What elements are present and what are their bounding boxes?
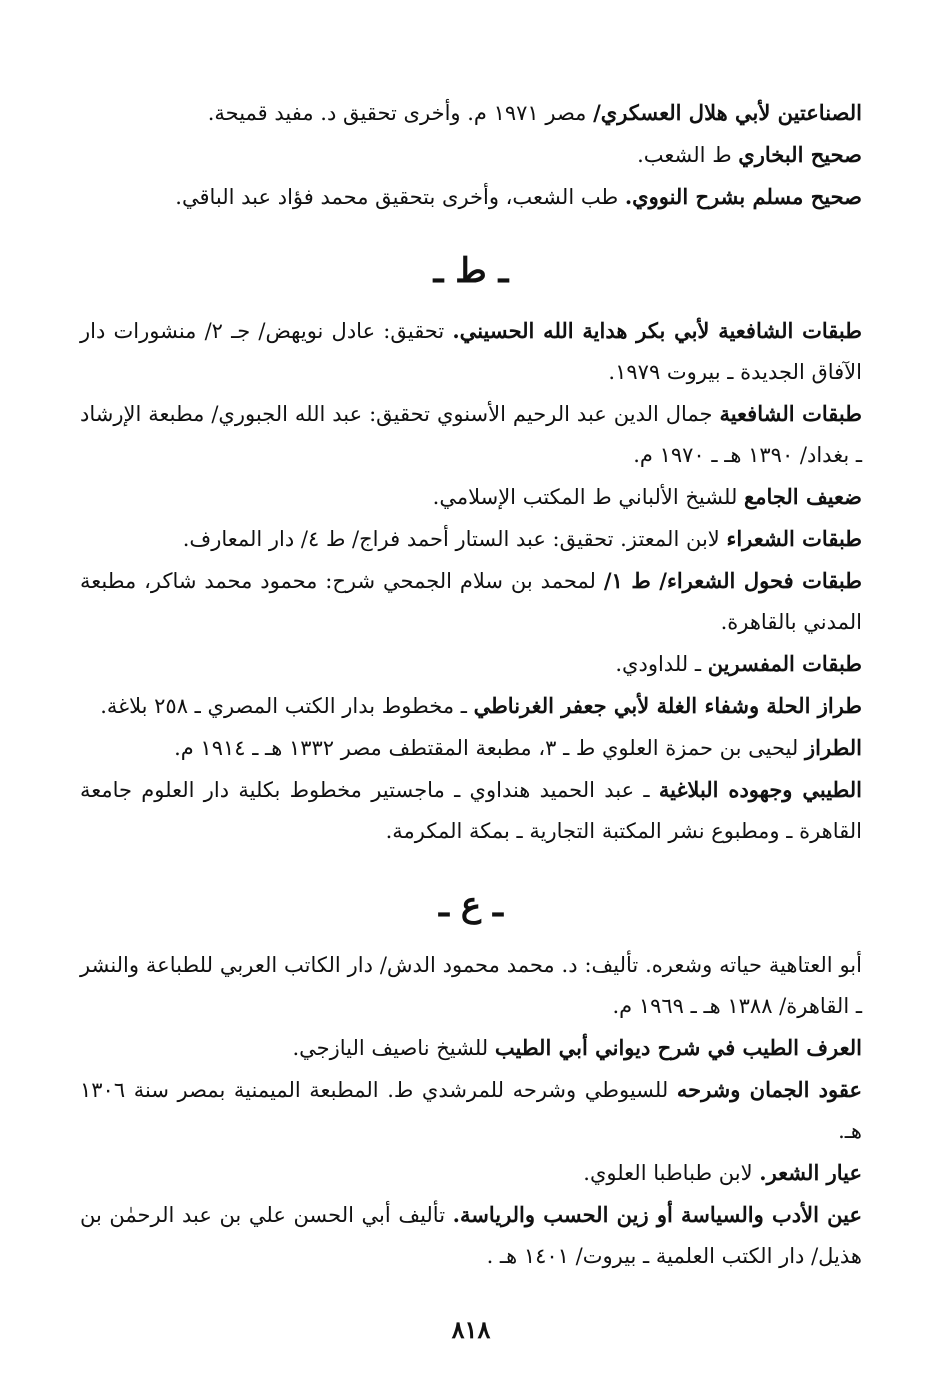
entry-title: ضعيف الجامع bbox=[744, 484, 862, 509]
entry-details: لابن المعتز. تحقيق: عبد الستار أحمد فراج/ ط ٤/ دار المعارف. bbox=[182, 527, 727, 551]
entry-title: العرف الطيب في شرح ديواني أبي الطيب bbox=[494, 1035, 862, 1060]
entry-title: عقود الجمان وشرحه bbox=[676, 1077, 862, 1102]
entry-title: طراز الحلة وشفاء الغلة لأبي جعفر الغرناطي bbox=[473, 693, 862, 718]
entry-details: لابن طباطبا العلوي. bbox=[583, 1161, 760, 1185]
bibliography-entry bbox=[80, 92, 862, 134]
entry-details: طب الشعب، وأخرى بتحقيق محمد فؤاد عبد الباقي. bbox=[175, 185, 625, 209]
entry-details: مصر ١٩٧١ م. وأخرى تحقيق د. مفيد قميحة. bbox=[207, 101, 594, 125]
top-entries bbox=[80, 92, 862, 218]
bibliography-entry bbox=[80, 727, 862, 769]
entry-title: صحيح البخاري bbox=[738, 142, 862, 167]
entry-title: طبقات الشافعية bbox=[719, 401, 862, 426]
entry-details: ليحيى بن حمزة العلوي ط ـ ٣، مطبعة المقتطف مصر ١٣٣٢ هـ ـ ١٩١٤ م. bbox=[174, 736, 805, 760]
bibliography-entry bbox=[80, 944, 862, 1027]
entry-title: طبقات الشافعية لأبي بكر هداية الله الحسيني. bbox=[452, 318, 862, 343]
entry-title: طبقات فحول الشعراء/ ط ١/ bbox=[603, 568, 862, 593]
bibliography-entry bbox=[80, 1027, 862, 1069]
bibliography-entry bbox=[80, 134, 862, 176]
section-heading-ta: ـ ط ـ bbox=[433, 251, 509, 291]
entry-details: ـ مخطوط بدار الكتب المصري ـ ٢٥٨ بلاغة. bbox=[100, 694, 474, 718]
bibliography-entry bbox=[80, 560, 862, 643]
section-ta-entries bbox=[80, 310, 862, 852]
bibliography-entry bbox=[80, 1152, 862, 1194]
entry-title: الطراز bbox=[804, 735, 862, 760]
entry-title: طبقات الشعراء bbox=[726, 526, 862, 551]
entry-details: للشيخ الألباني ط المكتب الإسلامي. bbox=[432, 485, 745, 509]
entry-details: ط الشعب. bbox=[637, 143, 739, 167]
page-number: ٨١٨ bbox=[451, 1315, 491, 1344]
entry-details: ـ عبد الحميد هنداوي ـ ماجستير مخطوط بكلية دار العلوم جامعة القاهرة ـ ومطبوع نشر المكتبة التجارية ـ بمكة المكرمة. bbox=[80, 778, 862, 843]
entry-details: أبو العتاهية حياته وشعره. تأليف: د. محمد محمود الدش/ دار الكاتب العربي للطباعة والنشر ـ القاهرة/ ١٣٨٨ هـ ـ ١٩٦٩ م. bbox=[80, 953, 862, 1018]
entry-title: الصناعتين لأبي هلال العسكري/ bbox=[593, 100, 862, 125]
entry-details: للشيخ ناصيف اليازجي. bbox=[292, 1036, 495, 1060]
entry-details: لمحمد بن سلام الجمحي شرح: محمود محمد شاكر، مطبعة المدني بالقاهرة. bbox=[80, 569, 862, 634]
bibliography-entry bbox=[80, 769, 862, 852]
entry-title: طبقات المفسرين bbox=[707, 651, 862, 676]
section-ayn-entries bbox=[80, 944, 862, 1277]
bibliography-entry bbox=[80, 176, 862, 218]
section-heading-ayn: ـ ع ـ bbox=[439, 885, 503, 925]
entry-details: تحقيق: عادل نويهض/ جـ ٢/ منشورات دار الآفاق الجديدة ـ بيروت ١٩٧٩. bbox=[80, 319, 862, 384]
bibliography-entry bbox=[80, 518, 862, 560]
entry-details: جمال الدين عبد الرحيم الأسنوي تحقيق: عبد الله الجبوري/ مطبعة الإرشاد ـ بغداد/ ١٣٩٠ هـ ـ ١٩٧٠ م. bbox=[80, 402, 862, 467]
bibliography-entry bbox=[80, 1194, 862, 1277]
bibliography-entry bbox=[80, 310, 862, 393]
entry-details: ـ للداودي. bbox=[615, 652, 708, 676]
entry-title: صحيح مسلم بشرح النووي. bbox=[624, 184, 862, 209]
entry-details: تأليف أبي الحسن علي بن عبد الرحمٰن بن هذيل/ دار الكتب العلمية ـ بيروت/ ١٤٠١ هـ . bbox=[80, 1203, 862, 1268]
entry-title: عين الأدب والسياسة أو زين الحسب والرياسة. bbox=[452, 1202, 862, 1227]
bibliography-entry bbox=[80, 393, 862, 476]
entry-title: الطيبي وجهوده البلاغية bbox=[658, 777, 862, 802]
bibliography-entry bbox=[80, 1069, 862, 1152]
entry-title: عيار الشعر. bbox=[759, 1160, 862, 1185]
entry-details: للسيوطي وشرحه للمرشدي ط. المطبعة الميمنية بمصر سنة ١٣٠٦ هـ. bbox=[80, 1078, 862, 1143]
bibliography-entry bbox=[80, 476, 862, 518]
bibliography-entry bbox=[80, 643, 862, 685]
bibliography-entry bbox=[80, 685, 862, 727]
